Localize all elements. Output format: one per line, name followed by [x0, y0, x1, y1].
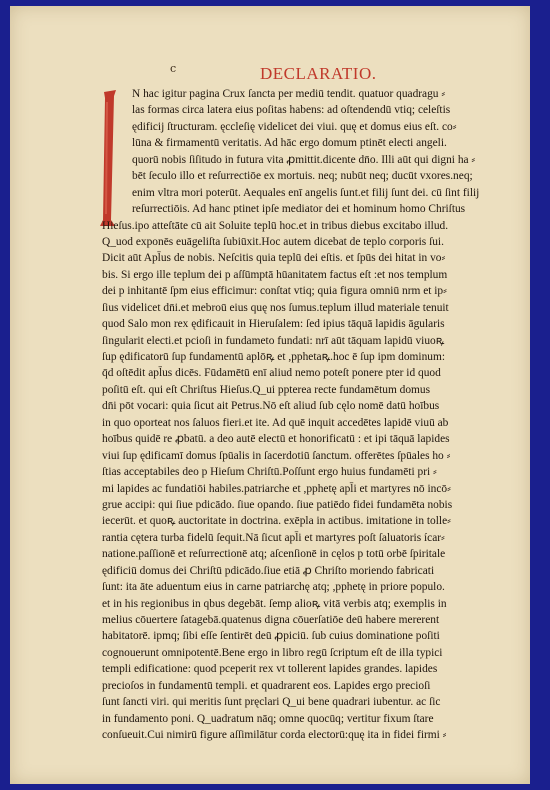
text-line: quorū nobis ſiſitudo in futura vita ꝓmittit.dicente dn̄o. Illi aūt qui digni ha ⸗ [132, 153, 476, 166]
text-line: habitatorē. ipmq; ſibi eſſe ſentirēt deū ꝓpiciū. ſub cuius dominatione poſiti [102, 630, 440, 643]
text-line: iecerūt. et quoꝶ auctoritate in doctrina. exēpla in actibus. imitatione in tolle⸗ [102, 515, 451, 528]
text-line: mi lapides ac fundatiōi habiles.patriarche et ,pphetę apl̄i et martyres nō incō⸗ [102, 482, 451, 495]
text-line: melius cōuertere ſatagebā.quatenus digna cōuerſatiōe deū habere mererent [102, 614, 440, 626]
text-line: quod Salo mon rex ędificauit in Hieruſalem: ſed ipius tāquā lapidis āgularis [102, 318, 445, 331]
text-line: viui ſup ędificamī domus ſpūalis in ſacerdotiū ſanctum. offerētes ſpūales ho ⸗ [102, 449, 451, 462]
text-line: et in his regionibus in qbus degebāt. ſemp alioꝶ vitā verbis atq; exemplis in [102, 597, 447, 610]
text-line: bis. Si ergo ille teplum dei p aſſūmptā hūanitatem factus eſt :et nos templum [102, 268, 448, 281]
text-line: q̄d oſtēdit apl̄us dicēs. Fūdamētū enī aliud nemo poteſt ponere pter id quod [102, 367, 441, 380]
text-line: las formas circa latera eius poſitas habens: ad oſtendendū vtiq; celeſtis [132, 104, 451, 117]
text-line: conſueuit.Cui nimirū figure aſſimilātur corda electorū:quę ita in fidei firmi ⸗ [102, 729, 447, 742]
manuscript-page [10, 6, 530, 784]
text-line: N hac igitur pagina Crux ſancta per mediū tendit. quatuor quadragu ⸗ [132, 88, 446, 100]
text-line: reſurrectiōis. Ad hanc ptinet ipſe mediator dei et hominum homo Chriſtus [132, 203, 466, 216]
text-line: enim vltra mori poterūt. Aequales enī angelis ſunt.et filij ſunt dei. cū ſint filij [132, 186, 480, 199]
text-line: cognouerunt omnipotentē.Bene ergo in libro regū ſcriptum eſt de illa typici [102, 646, 443, 659]
text-line: ſius videlicet dn̄i.et mebroū eius quę nos ſumus.teplum illud materiale tenuit [102, 301, 449, 314]
text-line: grue accipi: qui ſiue pdicādo. ſiue opando. ſiue patiēdo fidei fundamēta nobis [102, 498, 453, 511]
body-text [102, 86, 534, 744]
text-line: templi edificatione: quod pceperit rex vt tollerent lapides grandes. lapides [102, 663, 438, 676]
text-line: ędificiū domus dei Chriſtū pdicādo.ſiue etiā ꝓ Chriſto moriendo fabricati [102, 564, 435, 577]
text-line: ſtias acceptabiles deo p Hieſum Chriſtū.Poſſunt ergo huius fundamēti pri ⸗ [102, 466, 437, 479]
text-line: ſingularit electi.et pcioſi in fundameto fundati: nrī aūt tāquam lapidū viuoꝶ [102, 334, 445, 347]
text-line: hoībus quidē re ꝓbatū. a deo autē electū et honorificatū : et ipi tāquā lapides [102, 433, 450, 446]
text-line: ędificij ſtructuram. ęccleſię videlicet dei viui. quę et domus eius eſt. co⸗ [132, 120, 457, 133]
text-line: in fundamento poni. Q_uadratum nāq; omne quocūq; vertitur fixum ſtare [102, 712, 434, 725]
text-line: in quo oporteat nos ſaluos fieri.et ite. Ad quē inquit accedētes lapidē viuū ab [102, 416, 449, 429]
text-line: lūna & firmamentū veritatis. Ad hāc ergo domum ptinēt electi angeli. [132, 137, 447, 150]
text-line: rantia cętera turba fidelū ſequit.Nā ſicut apl̄i et martyres poſt ſaluatoris ícar⸗ [102, 531, 445, 544]
text-line: bēt ſeculo illo et reſurrectiōe ex mortuis. neq; nubūt neq; ducūt vxores.neq; [132, 170, 473, 183]
text-line: ſunt: ita āte aduentum eius in carne patriarchę atq; ,pphetę in priore populo. [102, 581, 445, 594]
folio-mark: c [170, 62, 177, 75]
text-line: dn̄i pōt vocari: quia ſicut ait Petrus.Nō eſt aliud ſub cęlo nomē datū hoībus [102, 400, 440, 413]
text-line: poſitū eſt. qui eſt Chriſtus Hieſus.Q_ui ppterea recte fundamētum domus [102, 383, 431, 396]
text-line: ſup ędificatorū ſup fundamentū aplōꝶ et ,pphetaꝶ.hoc ē ſup ipm dominum: [102, 351, 446, 363]
text-line: dei p inhitantē ſpm eius efficimur: conſtat vtiq; quia figura omniū nrm et ip⸗ [102, 285, 447, 298]
section-heading: DECLARATIO. [260, 64, 377, 83]
text-line: Dicit aūt Apl̄us de nobis. Neſcitis quia teplū dei eſtis. et ſpūs dei hitat in vo⸗ [102, 252, 446, 265]
text-line: Q_uod exponēs euāgeliſta ſubiūxit.Hoc autem dicebat de teplo corporis ſui. [102, 235, 444, 248]
text-line: ſunt ſancti viri. qui meritis ſunt pręclari Q_ui bene quadrari iubentur. ac ſic [102, 696, 441, 709]
text-line: precioſos in fundamentū templi. et quadrarent eos. Lapides ergo precioſi [102, 679, 431, 692]
text-line: Hieſus.ipo atteſtāte cū ait Soluite teplū hoc.et in tribus diebus excitabo illud. [102, 219, 449, 232]
text-line: natione.paſſionē et reſurrectionē atq; aſcenſionē in cęlos p totū orbē ſpiritale [102, 548, 446, 561]
